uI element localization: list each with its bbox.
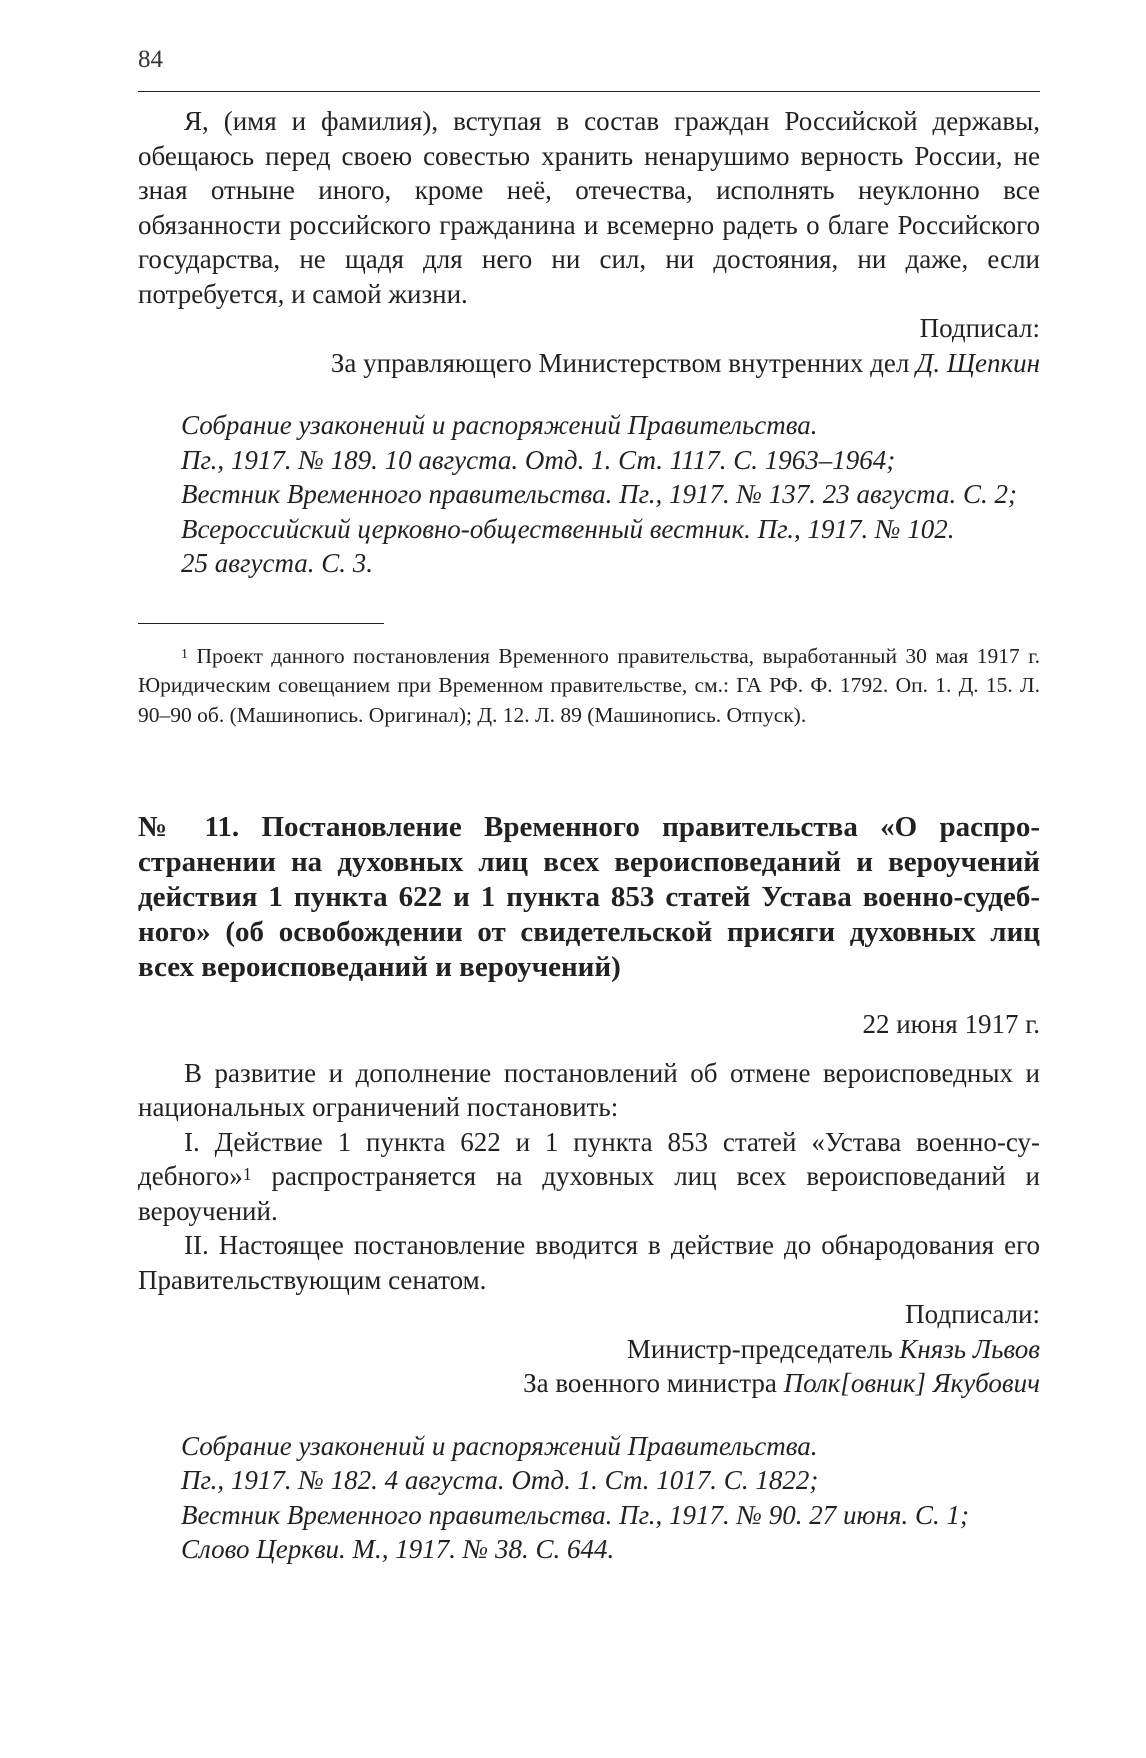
source-line: 25 августа. С. 3. (181, 548, 374, 578)
signer1-role: Министр-председатель (626, 1333, 900, 1364)
item1-text-after: распространяется на духовных лиц всех вероисповеданий и вероучений. (138, 1161, 1040, 1226)
item1-footnote-marker: 1 (242, 1164, 252, 1184)
item1-text-before: I. Действие 1 пункта 622 и 1 пункта 853 статей «Устава военно-судебного» (138, 1126, 1040, 1191)
oath-signature (138, 346, 1040, 381)
oath-text: Я, (имя и фамилия), вступая в состав граждан Российской державы, обещаюсь перед своею совестью хранить ненарушимо верность России, не зная отныне иного, кроме неё, отечества, исполнять неуклонно все обязанности российского гражданина и всемерно радеть о благе Российского государства, не щадя для него ни сил, ни достояния, ни даже, если потребуется, и самой жизни. (138, 106, 1040, 309)
source-line: Собрание узаконений и распоряжений Правительства. (181, 410, 818, 440)
footnote (138, 642, 1040, 731)
source-line: Пг., 1917. № 182. 4 августа. Отд. 1. Ст. 1017. С. 1822; (181, 1465, 819, 1495)
source-line: Собрание узаконений и распоряжений Правительства. (181, 1430, 818, 1461)
document-title-text: Постановление Временного правительства «О распространении на духовных лиц всех вероисповеданий и вероучений действия 1 пункта 622 и 1 пункта 853 статей Устава военно-судебного» (об освобождении от свидетельской присяги духовных лиц всех вероисповеданий и вероучений) (138, 811, 1041, 983)
page-number: 84 (138, 46, 163, 73)
footnote-rule (138, 623, 384, 624)
signer1-name: Князь Львов (899, 1333, 1040, 1364)
document-item-1 (138, 1125, 1040, 1229)
oath-signer-role: За управляющего Министерством внутренних дел (330, 347, 910, 378)
document-number: № 11. (138, 811, 240, 843)
page-content (138, 104, 1040, 1567)
oath-signer-name: Д. Щепкин (916, 347, 1040, 378)
document-title (138, 810, 1040, 985)
document-signed-label: Подписали: (905, 1299, 1040, 1329)
oath-signed-label: Подписал: (919, 313, 1040, 343)
footnote-text: Проект данного постановления Временного правительства, выработанный 30 мая 1917 г. Юридическим совещанием при Временном правительстве, см.: ГА РФ. Ф. 1792. Оп. 1. Д. 15. Л. 90–90 об. (Машинопись. Оригинал); Д. 12. Л. 89 (Машинопись. Отпуск). (138, 643, 1040, 727)
source-line: Всероссийский церковно-общественный вестник. Пг., 1917. № 102. (181, 513, 955, 544)
document-date: 22 июня 1917 г. (862, 1009, 1040, 1039)
sources-list-1 (181, 408, 1040, 581)
signer2-role: За военного министра (523, 1368, 784, 1398)
source-line: Вестник Временного правительства. Пг., 1917. № 90. 27 июня. С. 1; (181, 1499, 969, 1530)
document-signer-2 (138, 1366, 1040, 1401)
header-rule (138, 91, 1040, 92)
signer2-name: Полк[овник] Якубович (783, 1368, 1040, 1398)
sources-list-2 (181, 1429, 1040, 1567)
source-line: Пг., 1917. № 189. 10 августа. Отд. 1. Ст. 1117. С. 1963–1964; (181, 444, 896, 475)
source-line: Слово Церкви. М., 1917. № 38. С. 644. (181, 1534, 615, 1564)
document-signer-1 (138, 1332, 1040, 1367)
footnote-marker: 1 (181, 646, 188, 662)
document-intro: В развитие и дополнение постановлений об отмене вероисповедных и национальных ограничений постановить: (138, 1057, 1040, 1122)
document-item-2: II. Настоящее постановление вводится в действие до обнародования его Правительствующим сенатом. (138, 1230, 1040, 1295)
source-line: Вестник Временного правительства. Пг., 1917. № 137. 23 августа. С. 2; (181, 479, 1018, 509)
